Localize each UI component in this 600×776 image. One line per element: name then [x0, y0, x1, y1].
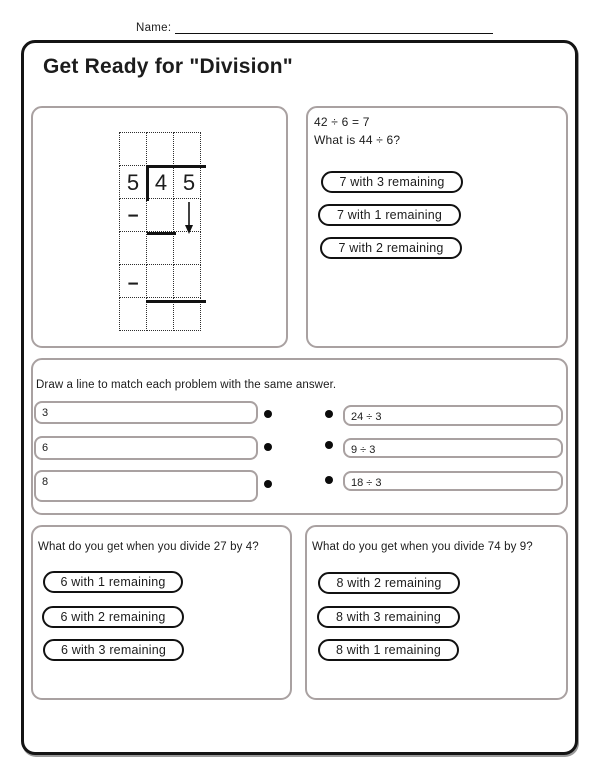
answer-option[interactable]: 7 with 3 remaining — [321, 171, 463, 193]
answer-option[interactable]: 8 with 3 remaining — [317, 606, 460, 628]
answer-option[interactable]: 8 with 1 remaining — [318, 639, 459, 661]
example-fact: 42 ÷ 6 = 7 — [314, 115, 370, 129]
answer-option[interactable]: 8 with 2 remaining — [318, 572, 460, 594]
match-left-box[interactable]: 6 — [34, 436, 258, 460]
matching-panel — [31, 358, 568, 515]
subtraction-line-step1 — [147, 232, 176, 235]
quiz-panel-74-div-9 — [305, 525, 568, 700]
subtraction-line-step2 — [146, 300, 206, 303]
answer-option[interactable]: 6 with 1 remaining — [43, 571, 183, 593]
answer-option[interactable]: 7 with 2 remaining — [320, 237, 462, 259]
quiz-question: What is 44 ÷ 6? — [314, 133, 401, 147]
dividend-ones-digit: 5 — [182, 170, 196, 195]
answer-option[interactable]: 6 with 3 remaining — [43, 639, 184, 661]
match-dot-left[interactable] — [264, 410, 272, 418]
quiz-question: What do you get when you divide 27 by 4? — [38, 541, 259, 553]
match-left-box[interactable]: 8 — [34, 470, 258, 502]
quiz-panel-27-div-4 — [31, 525, 292, 700]
match-dot-left[interactable] — [264, 443, 272, 451]
match-left-box[interactable]: 3 — [34, 401, 258, 424]
match-dot-right[interactable] — [325, 410, 333, 418]
match-right-box[interactable]: 9 ÷ 3 — [343, 438, 563, 458]
quiz-question: What do you get when you divide 74 by 9? — [312, 541, 533, 553]
division-bracket-top — [146, 165, 206, 168]
division-bracket-side — [146, 165, 149, 201]
answer-option[interactable]: 6 with 2 remaining — [42, 606, 184, 628]
match-dot-right[interactable] — [325, 476, 333, 484]
minus-sign-step2: − — [127, 274, 139, 295]
page-title: Get Ready for "Division" — [43, 55, 293, 78]
minus-sign-step1: − — [127, 206, 139, 227]
bring-down-arrow-icon — [181, 201, 197, 235]
name-label: Name: — [136, 22, 172, 34]
long-division-panel — [31, 106, 288, 348]
answer-option[interactable]: 7 with 1 remaining — [318, 204, 461, 226]
quiz-panel-44-div-6 — [306, 106, 568, 348]
division-grid — [119, 132, 203, 336]
match-dot-left[interactable] — [264, 480, 272, 488]
name-write-line[interactable] — [175, 33, 493, 34]
dividend-tens-digit: 4 — [154, 170, 168, 195]
match-dot-right[interactable] — [325, 441, 333, 449]
divisor-digit: 5 — [126, 170, 140, 195]
match-right-box[interactable]: 24 ÷ 3 — [343, 405, 563, 426]
worksheet-sheet — [21, 40, 578, 755]
match-right-box[interactable]: 18 ÷ 3 — [343, 471, 563, 491]
matching-instruction: Draw a line to match each problem with the same answer. — [36, 379, 337, 391]
